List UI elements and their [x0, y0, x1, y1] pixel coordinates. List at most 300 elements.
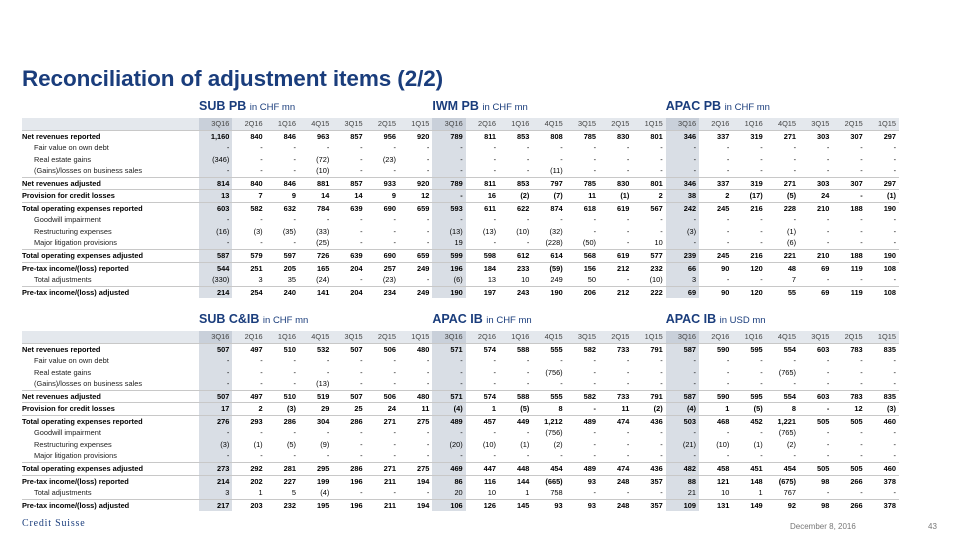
- quarter-header: 4Q15: [532, 331, 565, 343]
- value-cell: -: [626, 275, 630, 285]
- row-label: Pre-tax income/(loss) reported: [22, 262, 199, 274]
- value-cell: 603: [799, 390, 832, 403]
- value-cell: 510: [266, 343, 299, 355]
- value-cell: 8: [766, 403, 799, 416]
- value-cell: 881: [299, 177, 332, 190]
- value-cell: 337: [699, 177, 732, 190]
- value-cell: (23): [382, 154, 396, 164]
- value-cell: 505: [799, 463, 832, 476]
- value-cell: -: [432, 367, 465, 379]
- value-cell: -: [426, 379, 430, 389]
- value-cell: 337: [699, 130, 732, 142]
- value-cell: -: [593, 379, 596, 389]
- row-label: (Gains)/losses on business sales: [34, 379, 143, 389]
- value-cell: 846: [266, 177, 299, 190]
- value-cell: 853: [499, 177, 532, 190]
- value-cell: 874: [532, 202, 565, 214]
- value-cell: (9): [320, 439, 330, 449]
- value-cell: 145: [499, 499, 532, 511]
- value-cell: 13: [199, 190, 232, 203]
- value-cell: -: [860, 356, 863, 366]
- value-cell: (5): [499, 403, 532, 416]
- value-cell: -: [432, 154, 465, 166]
- value-cell: -: [826, 215, 830, 225]
- value-cell: 733: [599, 390, 632, 403]
- value-cell: -: [493, 428, 496, 438]
- quarter-header: 3Q15: [799, 118, 832, 130]
- value-cell: -: [860, 379, 863, 389]
- quarter-header: 3Q15: [332, 118, 365, 130]
- value-cell: (32): [549, 226, 563, 236]
- segment-title-row: [22, 309, 899, 331]
- value-cell: 835: [866, 390, 899, 403]
- value-cell: 295: [299, 463, 332, 476]
- value-cell: -: [393, 238, 396, 248]
- value-cell: (675): [766, 475, 799, 487]
- value-cell: -: [760, 428, 763, 438]
- value-cell: 593: [432, 202, 465, 214]
- value-cell: 497: [232, 343, 265, 355]
- value-cell: -: [493, 356, 496, 366]
- value-cell: (10): [482, 439, 496, 449]
- value-cell: -: [760, 215, 763, 225]
- value-cell: 8: [532, 403, 565, 416]
- value-cell: -: [893, 428, 897, 438]
- value-cell: 108: [866, 262, 899, 274]
- value-cell: -: [393, 367, 396, 377]
- value-cell: -: [199, 367, 232, 379]
- quarter-header: 4Q15: [299, 331, 332, 343]
- value-cell: 276: [199, 415, 232, 427]
- value-cell: 206: [566, 286, 599, 298]
- table-row: [22, 214, 899, 226]
- quarter-header: 1Q15: [632, 331, 665, 343]
- segment-name: SUB C&IB: [199, 312, 260, 326]
- quarter-header: 1Q16: [732, 331, 765, 343]
- value-cell: 447: [466, 463, 499, 476]
- value-cell: -: [726, 428, 730, 438]
- value-cell: (5): [732, 403, 765, 416]
- value-cell: -: [660, 143, 663, 153]
- quarter-header-row: [22, 331, 899, 343]
- value-cell: 190: [866, 250, 899, 263]
- value-cell: 307: [832, 177, 865, 190]
- value-cell: 216: [732, 202, 765, 214]
- value-cell: 126: [466, 499, 499, 511]
- value-cell: 489: [566, 463, 599, 476]
- value-cell: -: [493, 379, 496, 389]
- table-row: [22, 286, 899, 298]
- table-row: [22, 237, 899, 249]
- value-cell: -: [826, 275, 830, 285]
- row-label: Total adjustments: [34, 488, 92, 498]
- value-cell: (2): [553, 439, 563, 449]
- row-label: Total operating expenses reported: [22, 202, 199, 214]
- value-cell: -: [799, 403, 832, 416]
- segment-title: [432, 96, 665, 118]
- value-cell: -: [593, 166, 597, 176]
- value-cell: 853: [499, 130, 532, 142]
- value-cell: 555: [532, 390, 565, 403]
- value-cell: 210: [799, 250, 832, 263]
- value-cell: -: [393, 166, 396, 176]
- value-cell: -: [660, 226, 663, 236]
- segment-name: APAC IB: [432, 312, 483, 326]
- quarter-header: 2Q15: [832, 331, 865, 343]
- value-cell: 319: [732, 130, 765, 142]
- value-cell: -: [426, 215, 430, 225]
- value-cell: -: [432, 378, 465, 390]
- value-cell: -: [360, 488, 363, 498]
- value-cell: -: [260, 166, 263, 176]
- value-cell: 98: [799, 475, 832, 487]
- table-row: [22, 226, 899, 238]
- value-cell: 783: [832, 390, 865, 403]
- table-row: [22, 487, 899, 499]
- value-cell: 1,212: [532, 415, 565, 427]
- value-cell: 233: [499, 262, 532, 274]
- value-cell: 457: [466, 415, 499, 427]
- value-cell: (13): [482, 226, 497, 236]
- segment-title: [199, 309, 432, 331]
- value-cell: 840: [232, 177, 265, 190]
- value-cell: -: [660, 166, 663, 176]
- value-cell: (4): [320, 488, 330, 498]
- value-cell: -: [560, 451, 563, 461]
- value-cell: -: [393, 488, 396, 498]
- value-cell: -: [426, 143, 430, 153]
- table-row: [22, 142, 899, 154]
- value-cell: -: [626, 215, 630, 225]
- value-cell: -: [260, 238, 263, 248]
- value-cell: 93: [566, 475, 599, 487]
- value-cell: (756): [545, 428, 563, 438]
- value-cell: 221: [766, 250, 799, 263]
- page-number: 43: [928, 522, 937, 531]
- quarter-header: 2Q16: [466, 118, 499, 130]
- table-row: [22, 202, 899, 214]
- value-cell: 319: [732, 177, 765, 190]
- value-cell: 639: [332, 250, 365, 263]
- reconciliation-table-top: [22, 96, 899, 298]
- value-cell: 88: [666, 475, 699, 487]
- value-cell: 784: [299, 202, 332, 214]
- table-row: [22, 367, 899, 379]
- quarter-header: 1Q16: [499, 331, 532, 343]
- value-cell: 69: [666, 286, 699, 298]
- row-label: Restructuring expenses: [34, 226, 112, 236]
- value-cell: 357: [632, 499, 665, 511]
- quarter-header: 2Q16: [699, 118, 732, 130]
- quarter-header: 2Q16: [232, 331, 265, 343]
- row-label: Provision for credit losses: [22, 190, 199, 203]
- value-cell: (17): [732, 190, 765, 203]
- value-cell: 507: [199, 343, 232, 355]
- value-cell: 1: [466, 403, 499, 416]
- value-cell: -: [360, 275, 363, 285]
- value-cell: 303: [799, 177, 832, 190]
- quarter-header: 3Q16: [432, 331, 465, 343]
- value-cell: -: [426, 439, 430, 449]
- value-cell: -: [360, 379, 363, 389]
- value-cell: 920: [399, 177, 432, 190]
- row-label: Net revenues reported: [22, 343, 199, 355]
- segment-title-row: [22, 96, 899, 118]
- value-cell: -: [893, 154, 897, 164]
- quarter-header: 4Q15: [532, 118, 565, 130]
- table-row: [22, 463, 899, 476]
- value-cell: 489: [566, 415, 599, 427]
- value-cell: -: [626, 166, 630, 176]
- value-cell: -: [760, 238, 763, 248]
- row-label: Goodwill impairment: [34, 428, 101, 438]
- value-cell: 50: [587, 275, 597, 285]
- value-cell: 275: [399, 415, 432, 427]
- row-label: Net revenues adjusted: [22, 177, 199, 190]
- value-cell: 840: [232, 130, 265, 142]
- value-cell: 243: [499, 286, 532, 298]
- quarter-header: 2Q16: [232, 118, 265, 130]
- value-cell: -: [293, 238, 296, 248]
- value-cell: -: [626, 238, 630, 248]
- table-row: [22, 439, 899, 451]
- value-cell: -: [293, 379, 296, 389]
- value-cell: 611: [466, 202, 499, 214]
- segment-name: APAC PB: [665, 99, 722, 113]
- value-cell: -: [860, 275, 863, 285]
- value-cell: -: [760, 379, 763, 389]
- table-row: [22, 262, 899, 274]
- segment-title: [666, 309, 899, 331]
- value-cell: 574: [466, 390, 499, 403]
- spacer-cell: [22, 309, 199, 331]
- value-cell: -: [560, 356, 563, 366]
- row-label: Restructuring expenses: [34, 439, 112, 449]
- value-cell: -: [293, 367, 296, 377]
- value-cell: (23): [382, 275, 396, 285]
- value-cell: 595: [732, 390, 765, 403]
- value-cell: 297: [866, 177, 899, 190]
- value-cell: 507: [332, 390, 365, 403]
- value-cell: -: [432, 214, 465, 226]
- value-cell: -: [660, 356, 663, 366]
- value-cell: -: [793, 356, 796, 366]
- value-cell: 141: [299, 286, 332, 298]
- value-cell: 211: [366, 499, 399, 511]
- value-cell: -: [526, 451, 530, 461]
- value-cell: -: [826, 166, 830, 176]
- value-cell: -: [199, 214, 232, 226]
- value-cell: -: [566, 403, 599, 416]
- value-cell: -: [199, 450, 232, 462]
- value-cell: 612: [499, 250, 532, 263]
- value-cell: -: [860, 166, 863, 176]
- value-cell: -: [293, 154, 296, 164]
- segment-name: APAC IB: [665, 312, 717, 326]
- value-cell: 690: [366, 250, 399, 263]
- value-cell: (1): [787, 226, 797, 236]
- segment-unit: in CHF mn: [249, 102, 296, 113]
- value-cell: -: [660, 367, 663, 377]
- value-cell: -: [826, 488, 830, 498]
- value-cell: (3): [866, 403, 899, 416]
- value-cell: 507: [199, 390, 232, 403]
- value-cell: -: [666, 214, 699, 226]
- segment-unit: in CHF mn: [486, 315, 532, 326]
- value-cell: -: [660, 451, 663, 461]
- value-cell: 242: [666, 202, 699, 214]
- value-cell: 582: [232, 202, 265, 214]
- value-cell: -: [793, 379, 796, 389]
- value-cell: -: [726, 367, 730, 377]
- value-cell: (1): [866, 190, 899, 203]
- value-cell: -: [526, 215, 530, 225]
- value-cell: 7: [791, 275, 797, 285]
- value-cell: (665): [532, 475, 565, 487]
- value-cell: 239: [666, 250, 699, 263]
- quarter-header: 3Q16: [199, 331, 232, 343]
- value-cell: -: [666, 367, 699, 379]
- value-cell: 12: [832, 403, 865, 416]
- table-row: [22, 403, 899, 416]
- value-cell: -: [260, 379, 263, 389]
- value-cell: (3): [199, 439, 232, 451]
- value-cell: -: [199, 378, 232, 390]
- value-cell: 12: [399, 190, 432, 203]
- value-cell: -: [626, 379, 630, 389]
- value-cell: -: [360, 215, 363, 225]
- value-cell: 587: [666, 343, 699, 355]
- value-cell: 245: [699, 202, 732, 214]
- value-cell: 469: [432, 463, 465, 476]
- value-cell: 555: [532, 343, 565, 355]
- value-cell: -: [626, 451, 630, 461]
- value-cell: -: [826, 439, 830, 449]
- value-cell: 165: [299, 262, 332, 274]
- value-cell: -: [893, 143, 897, 153]
- value-cell: -: [860, 367, 863, 377]
- quarter-header: 1Q16: [732, 118, 765, 130]
- value-cell: 254: [232, 286, 265, 298]
- value-cell: -: [793, 154, 797, 164]
- value-cell: -: [493, 166, 497, 176]
- value-cell: -: [432, 190, 465, 203]
- segment-unit: in CHF mn: [724, 102, 770, 113]
- value-cell: (50): [582, 238, 597, 248]
- value-cell: 205: [266, 262, 299, 274]
- value-cell: (1): [599, 190, 632, 203]
- value-cell: (4): [432, 403, 465, 416]
- value-cell: -: [826, 154, 830, 164]
- value-cell: 830: [599, 130, 632, 142]
- value-cell: 597: [266, 250, 299, 263]
- value-cell: -: [860, 439, 863, 449]
- value-cell: 286: [332, 463, 365, 476]
- value-cell: -: [826, 379, 830, 389]
- value-cell: -: [426, 166, 430, 176]
- value-cell: 204: [332, 262, 365, 274]
- value-cell: 659: [399, 202, 432, 214]
- value-cell: (10): [716, 439, 730, 449]
- value-cell: 194: [399, 499, 432, 511]
- value-cell: -: [360, 154, 363, 164]
- value-cell: 588: [499, 390, 532, 403]
- value-cell: 2: [632, 190, 665, 203]
- quarter-header: 3Q15: [332, 331, 365, 343]
- segment-name: IWM PB: [432, 99, 479, 113]
- value-cell: -: [199, 237, 232, 249]
- value-cell: -: [293, 428, 296, 438]
- table-row: [22, 415, 899, 427]
- quarter-header: 2Q15: [599, 331, 632, 343]
- value-cell: 783: [832, 343, 865, 355]
- segment-title: [432, 309, 665, 331]
- value-cell: -: [293, 356, 296, 366]
- spacer-cell: [22, 331, 199, 343]
- value-cell: 119: [832, 286, 865, 298]
- value-cell: 119: [832, 262, 865, 274]
- value-cell: 582: [566, 343, 599, 355]
- value-cell: (2): [786, 439, 796, 449]
- value-cell: 587: [199, 250, 232, 263]
- value-cell: -: [593, 215, 597, 225]
- value-cell: -: [426, 238, 430, 248]
- value-cell: 251: [232, 262, 265, 274]
- value-cell: 619: [599, 250, 632, 263]
- value-cell: (10): [649, 275, 663, 285]
- value-cell: -: [493, 143, 497, 153]
- value-cell: 449: [499, 415, 532, 427]
- value-cell: (24): [316, 275, 330, 285]
- value-cell: 292: [232, 463, 265, 476]
- value-cell: 307: [832, 130, 865, 142]
- value-cell: -: [260, 367, 263, 377]
- value-cell: (3): [266, 403, 299, 416]
- value-cell: -: [432, 142, 465, 154]
- value-cell: (765): [778, 367, 796, 377]
- value-cell: 92: [766, 499, 799, 511]
- value-cell: -: [426, 428, 430, 438]
- value-cell: -: [860, 215, 863, 225]
- value-cell: -: [793, 143, 797, 153]
- value-cell: 505: [832, 415, 865, 427]
- value-cell: 1,221: [766, 415, 799, 427]
- value-cell: 598: [466, 250, 499, 263]
- value-cell: -: [626, 154, 630, 164]
- quarter-header: 4Q15: [766, 331, 799, 343]
- value-cell: -: [593, 154, 597, 164]
- value-cell: 17: [199, 403, 232, 416]
- value-cell: 196: [332, 499, 365, 511]
- quarter-header: 2Q15: [366, 118, 399, 130]
- value-cell: 811: [466, 130, 499, 142]
- value-cell: -: [826, 226, 830, 236]
- value-cell: -: [593, 226, 597, 236]
- value-cell: -: [760, 451, 763, 461]
- value-cell: 98: [799, 499, 832, 511]
- value-cell: 55: [766, 286, 799, 298]
- value-cell: 791: [632, 343, 665, 355]
- value-cell: 614: [532, 250, 565, 263]
- value-cell: 5: [291, 488, 296, 498]
- value-cell: -: [626, 356, 630, 366]
- value-cell: (33): [316, 226, 330, 236]
- value-cell: 109: [666, 499, 699, 511]
- quarter-header: 1Q16: [266, 118, 299, 130]
- value-cell: 11: [566, 190, 599, 203]
- value-cell: 758: [550, 488, 563, 498]
- value-cell: -: [893, 379, 897, 389]
